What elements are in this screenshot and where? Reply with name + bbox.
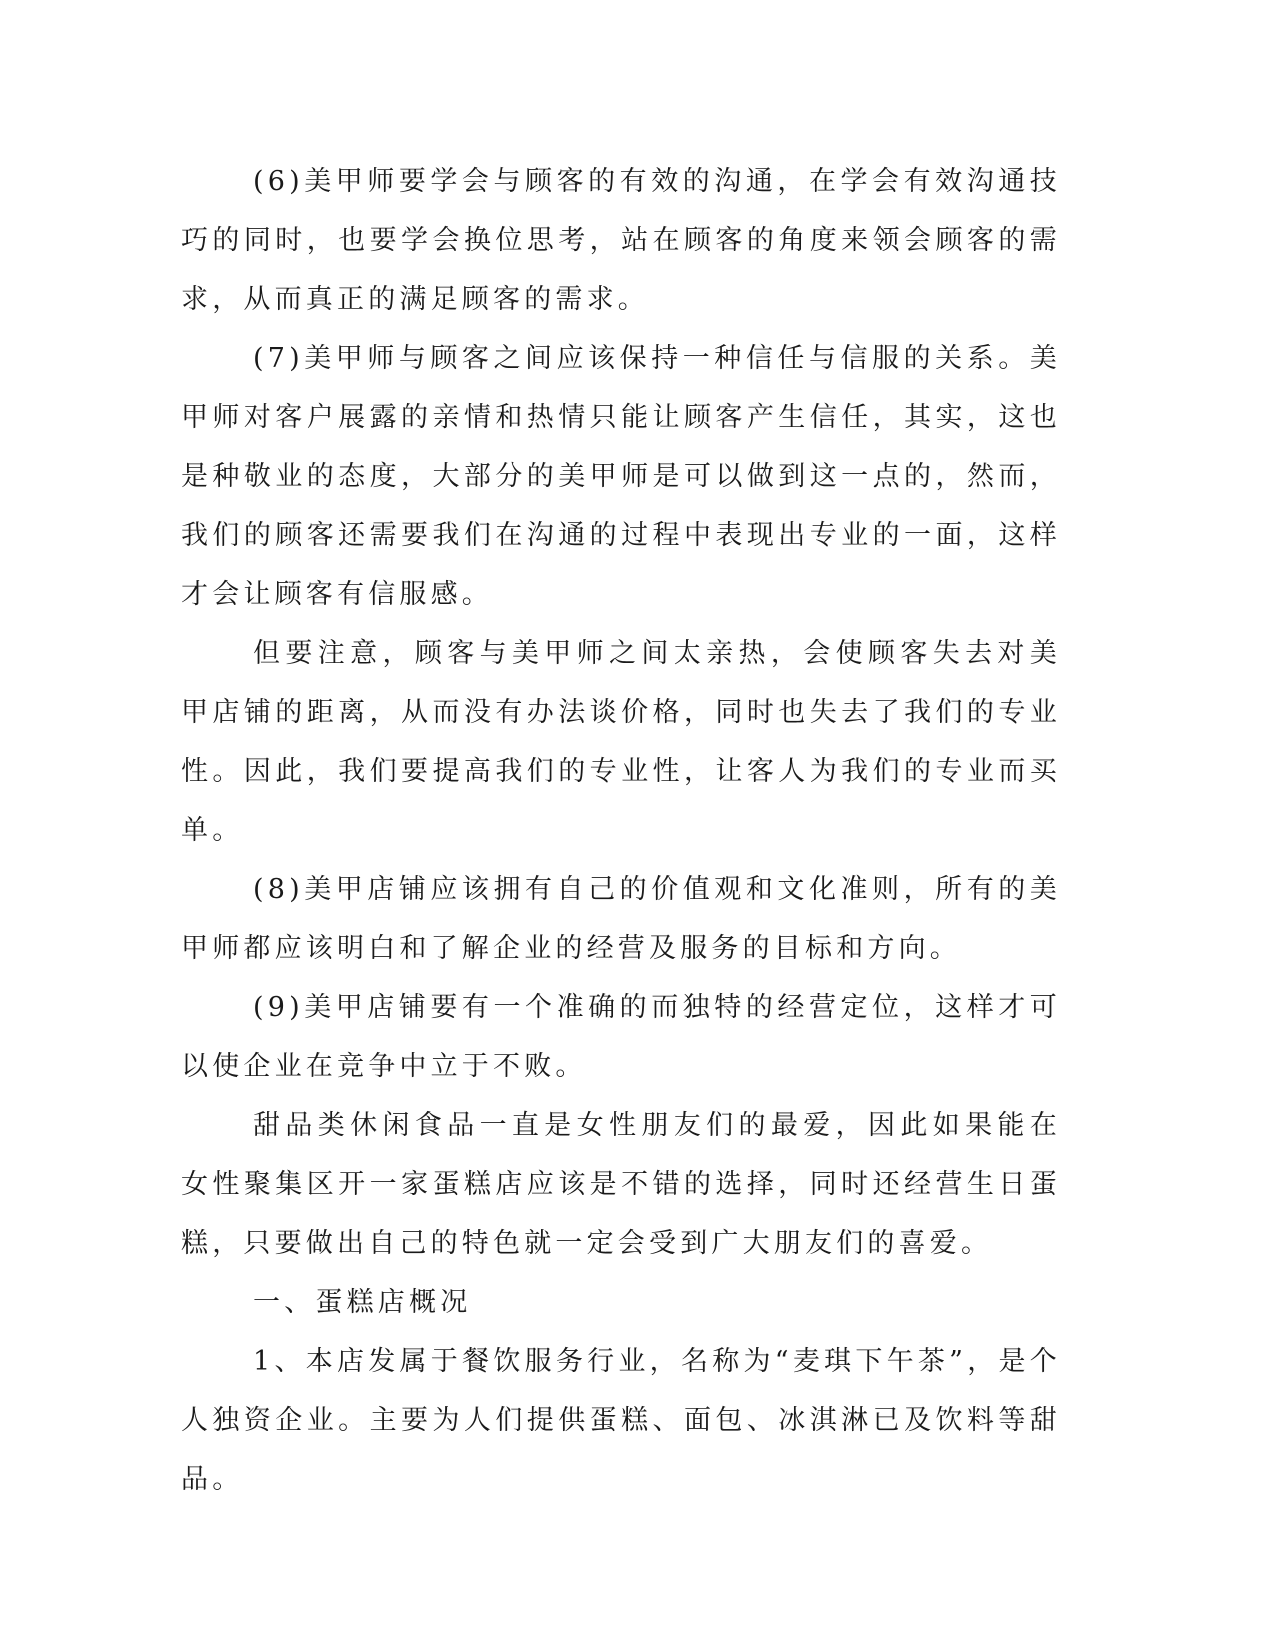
paragraph-caution: 但要注意，顾客与美甲师之间太亲热，会使顾客失去对美甲店铺的距离，从而没有办法谈价格，同时也失去了我们的专业性。因此，我们要提高我们的专业性，让客人为我们的专业而买单。	[181, 638, 1061, 846]
document-body	[181, 152, 1061, 1509]
paragraph-item-8: (8)美甲店铺应该拥有自己的价值观和文化准则，所有的美甲师都应该明白和了解企业的经营及服务的目标和方向。	[181, 874, 1061, 964]
paragraph-item-9: (9)美甲店铺要有一个准确的而独特的经营定位，这样才可以使企业在竞争中立于不败。	[181, 992, 1061, 1082]
paragraph-item-6: (6)美甲师要学会与顾客的有效的沟通，在学会有效沟通技巧的同时，也要学会换位思考，站在顾客的角度来领会顾客的需求，从而真正的满足顾客的需求。	[181, 166, 1061, 315]
section-heading: 一、蛋糕店概况	[253, 1287, 472, 1318]
paragraph-intro-cake-shop: 甜品类休闲食品一直是女性朋友们的最爱，因此如果能在女性聚集区开一家蛋糕店应该是不错的选择，同时还经营生日蛋糕，只要做出自己的特色就一定会受到广大朋友们的喜爱。	[181, 1110, 1061, 1259]
paragraph-shop-overview-1: 1、本店发属于餐饮服务行业，名称为“麦琪下午茶”，是个人独资企业。主要为人们提供蛋糕、面包、冰淇淋已及饮料等甜品。	[181, 1346, 1061, 1495]
paragraph-item-7: (7)美甲师与顾客之间应该保持一种信任与信服的关系。美甲师对客户展露的亲情和热情只能让顾客产生信任，其实，这也是种敬业的态度，大部分的美甲师是可以做到这一点的，然而，我们的顾客还需要我们在沟通的过程中表现出专业的一面，这样才会让顾客有信服感。	[181, 343, 1061, 610]
